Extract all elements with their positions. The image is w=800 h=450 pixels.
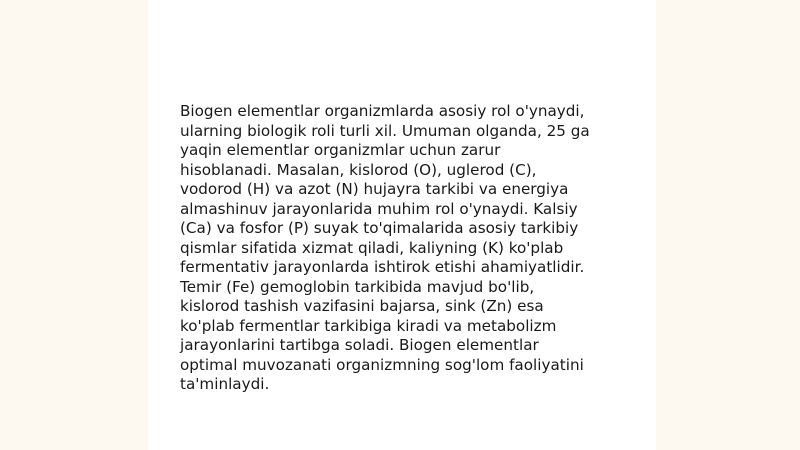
document-page <box>148 0 656 450</box>
paragraph-line: jarayonlarini tartibga soladi. Biogen elementlar <box>180 336 539 354</box>
paragraph-line: ularning biologik roli turli xil. Umuman olganda, 25 ga <box>180 121 590 140</box>
paragraph-line: ko'plab fermentlar tarkibiga kiradi va metabolizm <box>180 316 557 335</box>
paragraph-line: Biogen elementlar organizmlarda asosiy rol o'ynaydi, <box>180 102 585 120</box>
paragraph-line: qismlar sifatida xizmat qiladi, kaliyning (K) ko'plab <box>180 238 564 257</box>
paragraph-line: ta'minlaydi. <box>180 375 270 393</box>
body-paragraph <box>180 102 628 395</box>
paragraph-line: yaqin elementlar organizmlar uchun zarur <box>180 141 501 159</box>
paragraph-line: optimal muvozanati organizmning sog'lom faoliyatini <box>180 355 584 374</box>
paragraph-line: kislorod tashish vazifasini bajarsa, sink (Zn) esa <box>180 297 544 315</box>
paragraph-line: fermentativ jarayonlarda ishtirok etishi ahamiyatlidir. <box>180 258 585 276</box>
paragraph-line: vodorod (H) va azot (N) hujayra tarkibi va energiya <box>180 180 569 198</box>
paragraph-line: hisoblanadi. Masalan, kislorod (O), uglerod (C), <box>180 160 537 179</box>
paragraph-line: almashinuv jarayonlarida muhim rol o'ynaydi. Kalsiy <box>180 199 578 218</box>
paragraph-line: (Ca) va fosfor (P) suyak to'qimalarida asosiy tarkibiy <box>180 219 579 237</box>
paragraph-line: Temir (Fe) gemoglobin tarkibida mavjud bo'lib, <box>180 277 535 296</box>
